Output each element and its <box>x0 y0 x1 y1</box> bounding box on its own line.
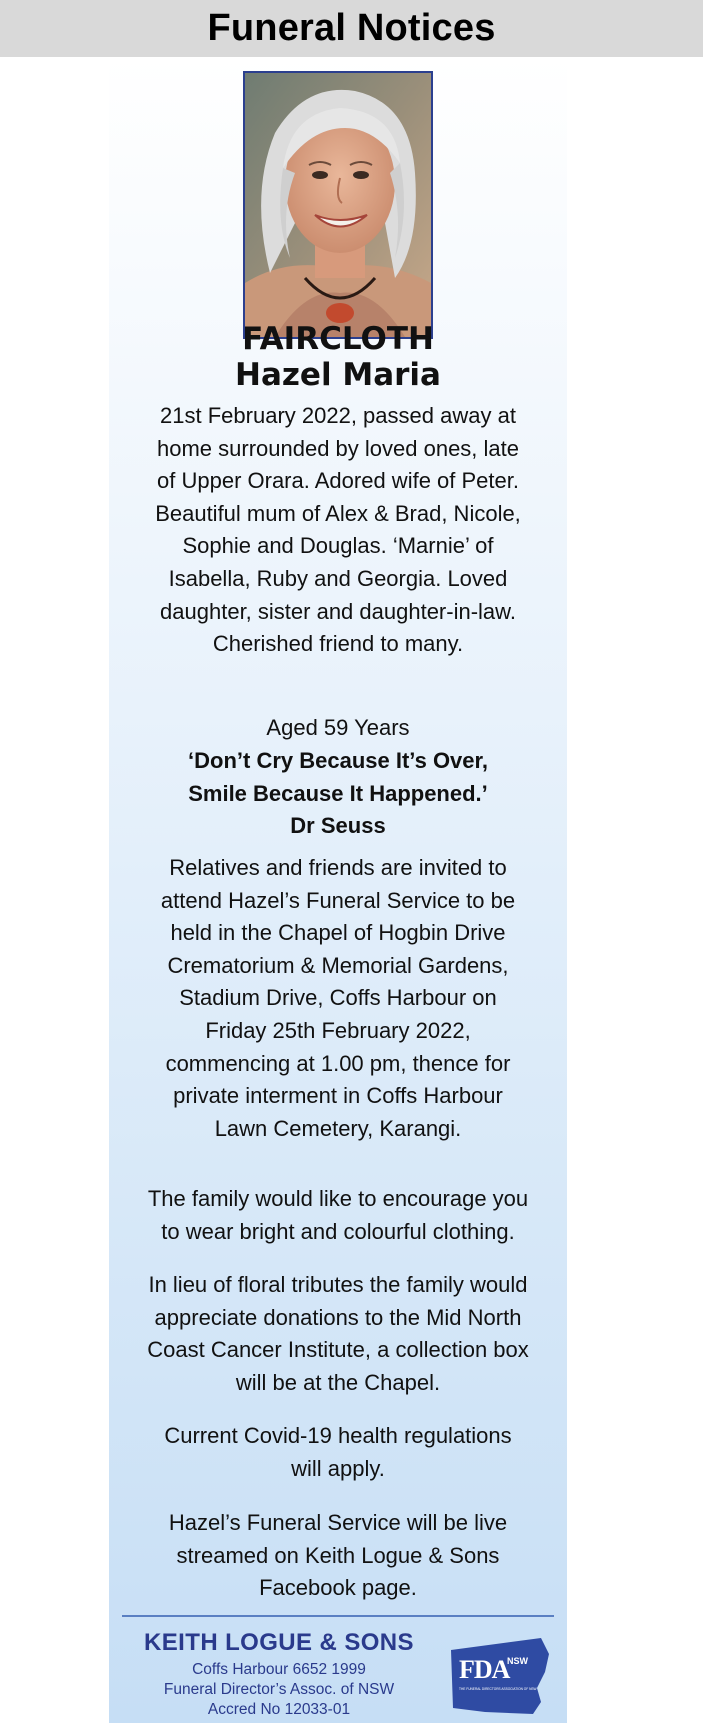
portrait-photo <box>243 71 433 339</box>
notice-paragraph-livestream: Hazel’s Funeral Service will be live streamed on Keith Logue & Sons Facebook page. <box>168 1510 508 1601</box>
funeral-director-phone: Coffs Harbour 6652 1999 <box>192 1661 366 1678</box>
svg-text:NSW: NSW <box>507 1656 528 1666</box>
funeral-director-name: KEITH LOGUE & SONS <box>144 1629 414 1656</box>
notice-age: Aged 59 Years <box>266 715 410 740</box>
footer-divider <box>122 1615 554 1617</box>
fda-nsw-logo-icon <box>445 1632 555 1720</box>
svg-text:FDA: FDA <box>459 1655 510 1684</box>
funeral-director-accred: Accred No 12033-01 <box>207 1701 351 1718</box>
deceased-surname: FAIRCLOTH <box>242 321 434 357</box>
page-title: Funeral Notices <box>207 7 496 49</box>
notice-quote: ‘Don’t Cry Because It’s Over, Smile Because It Happened.’ Dr Seuss <box>188 748 488 839</box>
portrait-illustration <box>245 73 431 337</box>
deceased-given-names: Hazel Maria <box>235 357 441 393</box>
notice-paragraph-donations: In lieu of floral tributes the family would appreciate donations to the Mid North Coast Cancer Institute, a collection box will be at the Chapel. <box>147 1272 529 1395</box>
notice-paragraph-clothing: The family would like to encourage you to wear bright and colourful clothing. <box>147 1186 529 1244</box>
notice-paragraph-service: Relatives and friends are invited to attend Hazel’s Funeral Service to be held in the Chapel of Hogbin Drive Crematorium & Memorial Gardens, Stadium Drive, Coffs Harbour on Friday 25th February 2022, commencing at 1.00 pm, thence for private interment in Coffs Harbour Lawn Cemetery, Karangi. <box>160 855 516 1141</box>
notice-column <box>109 57 567 1723</box>
funeral-director-assoc: Funeral Director’s Assoc. of NSW <box>163 1681 395 1698</box>
notice-paragraph-death: 21st February 2022, passed away at home surrounded by loved ones, late of Upper Orara. Adored wife of Peter. Beautiful mum of Alex & Brad, Nicole, Sophie and Douglas. ‘Marnie’ of Isabella, Ruby and Georgia. Loved daughter, sister and daughter-in-law. Cherished friend to many. <box>155 403 521 657</box>
page-header <box>0 0 703 57</box>
notice-paragraph-covid: Current Covid-19 health regulations will apply. <box>164 1423 512 1481</box>
svg-text:THE FUNERAL DIRECTORS ASSOCIAT: THE FUNERAL DIRECTORS ASSOCIATION OF NSW <box>459 1687 537 1691</box>
